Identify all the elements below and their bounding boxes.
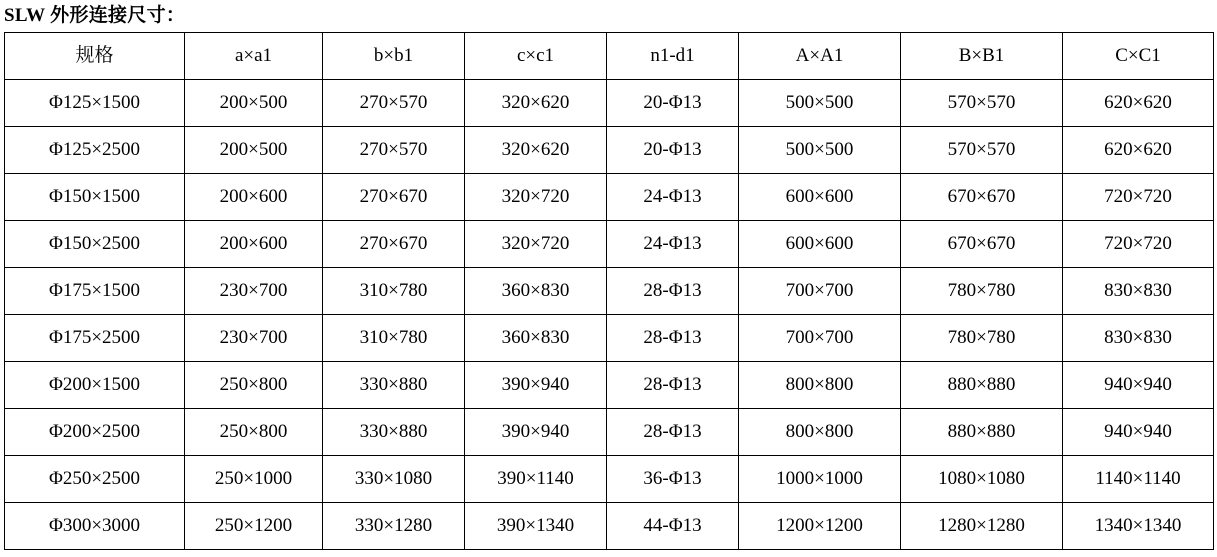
cell-value: 700×700 <box>739 315 901 362</box>
cell-value: 28-Φ13 <box>607 409 739 456</box>
cell-value: 620×620 <box>1063 127 1214 174</box>
cell-spec: Φ300×3000 <box>5 503 185 550</box>
dimensions-table <box>4 32 1214 550</box>
cell-spec: Φ250×2500 <box>5 456 185 503</box>
cell-value: 780×780 <box>901 315 1063 362</box>
table-header-row <box>5 33 1214 80</box>
cell-value: 44-Φ13 <box>607 503 739 550</box>
column-header-0: 规格 <box>5 33 185 80</box>
cell-value: 670×670 <box>901 221 1063 268</box>
table-row <box>5 409 1214 456</box>
table-row <box>5 127 1214 174</box>
cell-value: 24-Φ13 <box>607 174 739 221</box>
cell-value: 1340×1340 <box>1063 503 1214 550</box>
cell-value: 320×720 <box>465 221 607 268</box>
cell-value: 320×620 <box>465 127 607 174</box>
cell-value: 880×880 <box>901 362 1063 409</box>
table-row <box>5 315 1214 362</box>
cell-value: 700×700 <box>739 268 901 315</box>
cell-value: 620×620 <box>1063 80 1214 127</box>
cell-value: 330×880 <box>323 409 465 456</box>
cell-value: 1080×1080 <box>901 456 1063 503</box>
table-row <box>5 268 1214 315</box>
cell-value: 330×1080 <box>323 456 465 503</box>
cell-value: 200×600 <box>185 221 323 268</box>
column-header-2: b×b1 <box>323 33 465 80</box>
cell-spec: Φ175×2500 <box>5 315 185 362</box>
cell-value: 500×500 <box>739 80 901 127</box>
cell-value: 200×500 <box>185 127 323 174</box>
column-header-5: A×A1 <box>739 33 901 80</box>
cell-value: 36-Φ13 <box>607 456 739 503</box>
cell-value: 1140×1140 <box>1063 456 1214 503</box>
cell-value: 800×800 <box>739 409 901 456</box>
cell-value: 360×830 <box>465 315 607 362</box>
cell-value: 830×830 <box>1063 268 1214 315</box>
cell-value: 250×1000 <box>185 456 323 503</box>
column-header-7: C×C1 <box>1063 33 1214 80</box>
cell-spec: Φ125×2500 <box>5 127 185 174</box>
cell-value: 250×1200 <box>185 503 323 550</box>
cell-value: 28-Φ13 <box>607 315 739 362</box>
cell-value: 830×830 <box>1063 315 1214 362</box>
cell-value: 230×700 <box>185 268 323 315</box>
cell-value: 390×940 <box>465 409 607 456</box>
cell-value: 330×880 <box>323 362 465 409</box>
table-header <box>5 33 1214 80</box>
table-row <box>5 362 1214 409</box>
page-title: SLW 外形连接尺寸： <box>4 5 186 26</box>
cell-value: 200×500 <box>185 80 323 127</box>
cell-value: 270×570 <box>323 80 465 127</box>
cell-value: 320×620 <box>465 80 607 127</box>
cell-value: 780×780 <box>901 268 1063 315</box>
cell-value: 500×500 <box>739 127 901 174</box>
cell-value: 1000×1000 <box>739 456 901 503</box>
cell-value: 800×800 <box>739 362 901 409</box>
cell-value: 940×940 <box>1063 362 1214 409</box>
cell-value: 270×670 <box>323 174 465 221</box>
cell-value: 28-Φ13 <box>607 362 739 409</box>
column-header-6: B×B1 <box>901 33 1063 80</box>
cell-value: 600×600 <box>739 174 901 221</box>
cell-spec: Φ150×2500 <box>5 221 185 268</box>
cell-value: 320×720 <box>465 174 607 221</box>
cell-value: 570×570 <box>901 80 1063 127</box>
cell-value: 230×700 <box>185 315 323 362</box>
cell-value: 880×880 <box>901 409 1063 456</box>
cell-value: 720×720 <box>1063 174 1214 221</box>
cell-value: 1280×1280 <box>901 503 1063 550</box>
table-row <box>5 221 1214 268</box>
cell-value: 670×670 <box>901 174 1063 221</box>
cell-value: 310×780 <box>323 268 465 315</box>
table-row <box>5 503 1214 550</box>
table-row <box>5 174 1214 221</box>
cell-value: 310×780 <box>323 315 465 362</box>
cell-value: 330×1280 <box>323 503 465 550</box>
cell-value: 20-Φ13 <box>607 80 739 127</box>
cell-spec: Φ150×1500 <box>5 174 185 221</box>
cell-value: 24-Φ13 <box>607 221 739 268</box>
cell-value: 390×1340 <box>465 503 607 550</box>
column-header-1: a×a1 <box>185 33 323 80</box>
cell-spec: Φ200×1500 <box>5 362 185 409</box>
cell-value: 390×940 <box>465 362 607 409</box>
cell-value: 20-Φ13 <box>607 127 739 174</box>
cell-value: 250×800 <box>185 362 323 409</box>
cell-value: 360×830 <box>465 268 607 315</box>
cell-spec: Φ200×2500 <box>5 409 185 456</box>
table-body <box>5 80 1214 550</box>
table-row <box>5 80 1214 127</box>
cell-value: 250×800 <box>185 409 323 456</box>
cell-value: 28-Φ13 <box>607 268 739 315</box>
cell-value: 940×940 <box>1063 409 1214 456</box>
cell-value: 1200×1200 <box>739 503 901 550</box>
cell-value: 570×570 <box>901 127 1063 174</box>
cell-value: 600×600 <box>739 221 901 268</box>
cell-value: 200×600 <box>185 174 323 221</box>
table-row <box>5 456 1214 503</box>
cell-spec: Φ175×1500 <box>5 268 185 315</box>
cell-value: 720×720 <box>1063 221 1214 268</box>
cell-value: 270×670 <box>323 221 465 268</box>
cell-spec: Φ125×1500 <box>5 80 185 127</box>
column-header-4: n1-d1 <box>607 33 739 80</box>
column-header-3: c×c1 <box>465 33 607 80</box>
cell-value: 390×1140 <box>465 456 607 503</box>
cell-value: 270×570 <box>323 127 465 174</box>
